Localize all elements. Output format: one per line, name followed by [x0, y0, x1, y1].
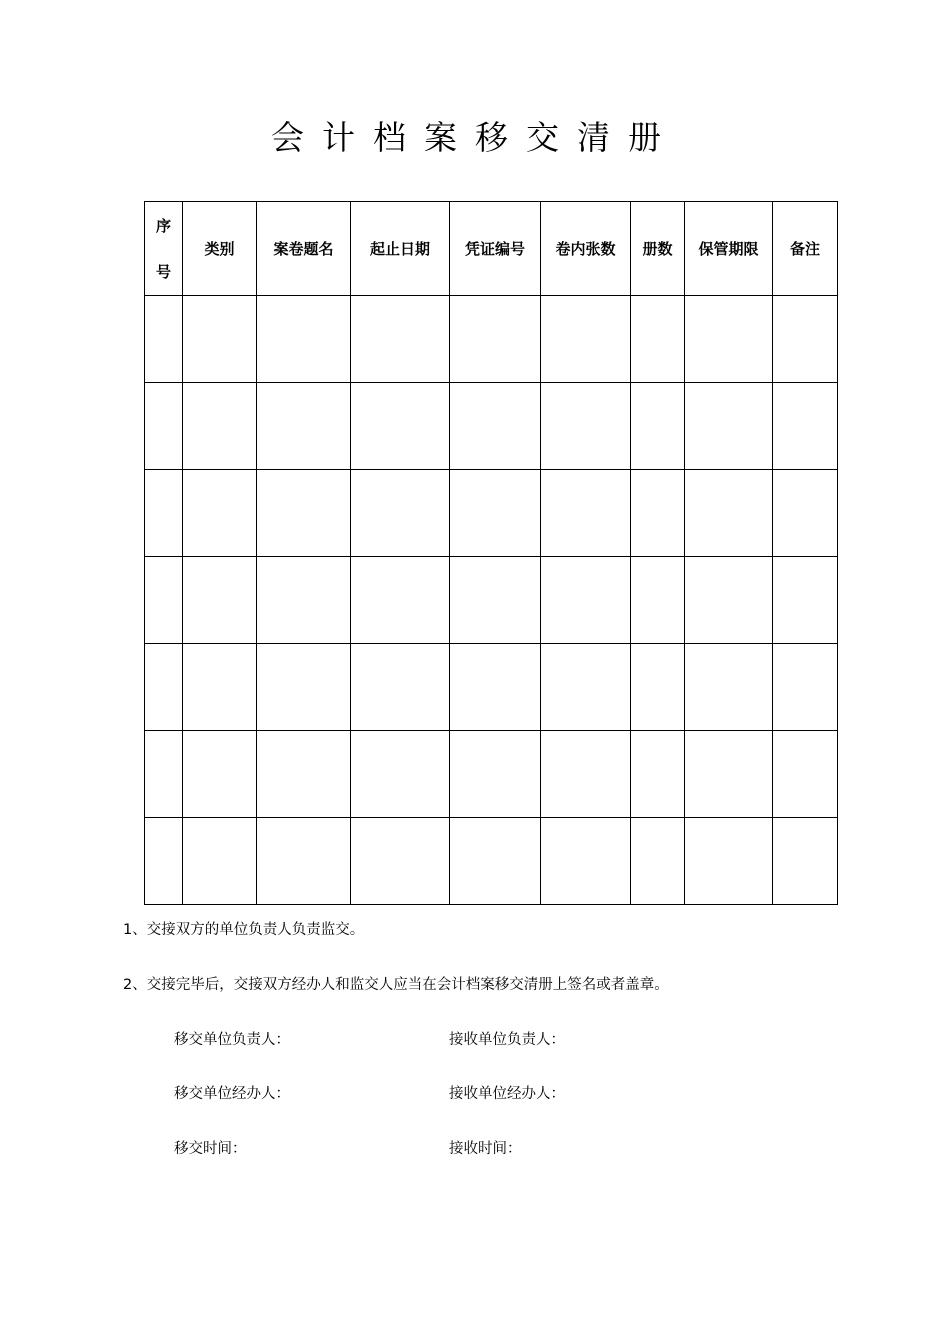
cell-file-title: [257, 644, 351, 731]
cell-file-title: [257, 383, 351, 470]
cell-voucher-no: [450, 557, 541, 644]
cell-volume-count: [631, 557, 685, 644]
table-row: [145, 383, 838, 470]
header-date-range: 起止日期: [351, 202, 450, 296]
header-retention-period: 保管期限: [685, 202, 773, 296]
table-row: [145, 470, 838, 557]
cell-date-range: [351, 557, 450, 644]
cell-seq: [145, 296, 183, 383]
cell-remarks: [773, 470, 838, 557]
cell-volume-count: [631, 296, 685, 383]
cell-date-range: [351, 818, 450, 905]
cell-volume-count: [631, 383, 685, 470]
cell-retention-period: [685, 644, 773, 731]
cell-voucher-no: [450, 731, 541, 818]
cell-retention-period: [685, 731, 773, 818]
header-category: 类别: [183, 202, 257, 296]
header-seq-line1: 序: [155, 216, 171, 235]
transfer-register-table: [144, 201, 838, 905]
cell-file-title: [257, 818, 351, 905]
page-title: 会计档案移交清册: [271, 118, 679, 157]
cell-category: [183, 296, 257, 383]
cell-voucher-no: [450, 470, 541, 557]
cell-date-range: [351, 731, 450, 818]
cell-remarks: [773, 557, 838, 644]
cell-retention-period: [685, 557, 773, 644]
cell-sheet-count: [541, 470, 631, 557]
cell-retention-period: [685, 383, 773, 470]
cell-remarks: [773, 383, 838, 470]
cell-voucher-no: [450, 383, 541, 470]
note-1: 1、交接双方的单位负责人负责监交。: [123, 922, 365, 938]
cell-seq: [145, 818, 183, 905]
header-seq-line2: 号: [155, 262, 171, 281]
cell-date-range: [351, 644, 450, 731]
cell-sheet-count: [541, 383, 631, 470]
cell-seq: [145, 470, 183, 557]
table-row: [145, 731, 838, 818]
cell-seq: [145, 644, 183, 731]
cell-volume-count: [631, 818, 685, 905]
header-voucher-no: 凭证编号: [450, 202, 541, 296]
header-file-title: 案卷题名: [257, 202, 351, 296]
cell-category: [183, 383, 257, 470]
table-row: [145, 557, 838, 644]
cell-category: [183, 818, 257, 905]
cell-seq: [145, 557, 183, 644]
cell-file-title: [257, 557, 351, 644]
cell-voucher-no: [450, 818, 541, 905]
header-remarks: 备注: [773, 202, 838, 296]
header-sheet-count: 卷内张数: [541, 202, 631, 296]
cell-date-range: [351, 470, 450, 557]
cell-category: [183, 470, 257, 557]
cell-voucher-no: [450, 296, 541, 383]
cell-seq: [145, 731, 183, 818]
transfer-time-label: 移交时间：: [174, 1141, 247, 1157]
cell-retention-period: [685, 296, 773, 383]
cell-remarks: [773, 818, 838, 905]
receive-time-label: 接收时间：: [449, 1141, 522, 1157]
transfer-handler-label: 移交单位经办人：: [174, 1086, 290, 1102]
cell-file-title: [257, 470, 351, 557]
header-volume-count: 册数: [631, 202, 685, 296]
header-seq: [145, 202, 183, 296]
cell-remarks: [773, 296, 838, 383]
table-row: [145, 296, 838, 383]
cell-volume-count: [631, 731, 685, 818]
cell-category: [183, 644, 257, 731]
transfer-head-label: 移交单位负责人：: [174, 1032, 290, 1048]
cell-seq: [145, 383, 183, 470]
receive-head-label: 接收单位负责人：: [449, 1032, 565, 1048]
cell-sheet-count: [541, 644, 631, 731]
table-body: [145, 296, 838, 905]
cell-date-range: [351, 383, 450, 470]
cell-file-title: [257, 296, 351, 383]
cell-category: [183, 557, 257, 644]
table-row: [145, 818, 838, 905]
table-row: [145, 644, 838, 731]
cell-sheet-count: [541, 296, 631, 383]
cell-voucher-no: [450, 644, 541, 731]
note-2: 2、交接完毕后，交接双方经办人和监交人应当在会计档案移交清册上签名或者盖章。: [123, 977, 669, 993]
cell-retention-period: [685, 470, 773, 557]
cell-sheet-count: [541, 731, 631, 818]
cell-sheet-count: [541, 557, 631, 644]
table-header-row: [145, 202, 838, 296]
cell-category: [183, 731, 257, 818]
cell-retention-period: [685, 818, 773, 905]
receive-handler-label: 接收单位经办人：: [449, 1086, 565, 1102]
cell-remarks: [773, 731, 838, 818]
cell-remarks: [773, 644, 838, 731]
cell-date-range: [351, 296, 450, 383]
cell-file-title: [257, 731, 351, 818]
cell-volume-count: [631, 644, 685, 731]
cell-sheet-count: [541, 818, 631, 905]
cell-volume-count: [631, 470, 685, 557]
